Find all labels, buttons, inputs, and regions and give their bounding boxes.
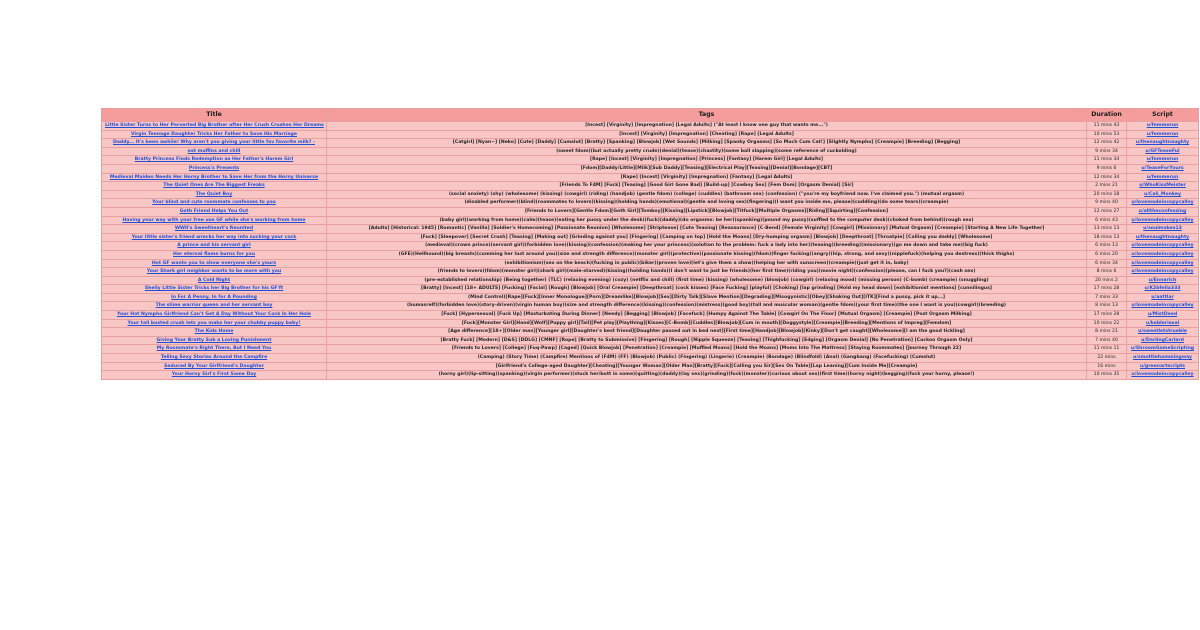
script-author-link[interactable]: u/smuttlehammingway: [1132, 355, 1193, 361]
tags-cell: (baby girl)(working from home)(calm)(tease)(eating her pussy under the desk)(fuck)(daddy)(do orgasms: be her)(spanking)(pound my pussy)(suffled to the computer desk)(choked from behind)(rough sex): [327, 216, 1087, 225]
script-author-link[interactable]: u/DarlingCarlard: [1141, 337, 1184, 343]
tags-cell: [Rape] [Incest] [Virginity] [Impregnation] [Princess] [Fantasy] [Harem Girl] [Legal Adults]: [327, 156, 1087, 165]
title-link[interactable]: Little Sister Turns to Her Perverted Big Brother after Her Crush Crushes Her Dreams: [105, 123, 324, 128]
duration-cell: 10 mins 35: [1087, 371, 1127, 380]
tags-cell: (human/elf)(forbidden love)(story-driven)(virgin human boy)(size and strength difference)(kissing)(confession)(mistress)(good boy)(tall and muscular woman)(gentle fdom)(your first time)(the one I want is you)(cowgirl)(breeding): [327, 302, 1087, 311]
table-row: [102, 285, 1199, 294]
scripts-table: [101, 108, 1199, 380]
script-author-link[interactable]: u/TeaseForYours: [1141, 165, 1184, 171]
script-cell: [1127, 319, 1199, 328]
title-cell: [102, 336, 327, 345]
tags-cell: [Girlfriend's College-aged Daughter][Cheating][Younger Woman][Older Man][Bratty][Fuck][Calling you Sir][Sex On Table][Lap Leaning][Cum Inside Me][Creampie]: [327, 362, 1087, 371]
script-author-link[interactable]: u/lovemadeincopycalley: [1131, 243, 1194, 249]
tags-cell: (Mind Control)[Rape][Fuck][Inner Monologue][Porn][Dreamlike][Blowjob][Sex][Dirty Talk][Slave Mention][Degrading][Misogynistic][Obey][Shaking Out][ITK][Find a pussy, pick it up...]: [327, 293, 1087, 302]
tags-cell: [Bratty Fuck] [Modern] [D&S] [DDLG] [CMNF] [Rope] [Bratty to Submissive] [Fingering] [Rough] [Nipple Squeeze] [Teasing] [Thighfucking] [Edging] [Orgasm Denial] [No Penetration] [Cuckoo Orgasm Only]: [327, 336, 1087, 345]
title-cell: [102, 122, 327, 131]
duration-cell: 9 mins 6: [1087, 164, 1127, 173]
script-cell: [1127, 233, 1199, 242]
tags-cell: (horny girl)(lip-sitting)(spanking)(virgin performer)(stuck her/butt in some)(quitting)(daddy)(lay sex)(grinding)(fuck)(monster)(curious about sex)(first time)(horny night)(begging)(fuck your horny, please!): [327, 371, 1087, 380]
script-cell: [1127, 285, 1199, 294]
title-cell: [102, 319, 327, 328]
table-row: [102, 276, 1199, 285]
duration-cell: 8 mins 13: [1087, 302, 1127, 311]
title-link[interactable]: WWII's Sweetheart's Reunited: [174, 226, 254, 232]
script-author-link[interactable]: u/femmerun: [1146, 174, 1179, 180]
script-author-link[interactable]: u/thenaughtnaughty: [1135, 234, 1190, 240]
title-link[interactable]: Your Horny Girl's First Same Day: [171, 372, 257, 378]
script-author-link[interactable]: u/sweetletstrueble: [1138, 329, 1187, 335]
duration-cell: 7 mins 40: [1087, 336, 1127, 345]
table-row: [102, 242, 1199, 251]
tags-cell: [Friends To F4M] [Fuck] [Teasing] [Good Girl Gone Bad] [Build-up] [Cowboy Sex] [Fem Dom] [Orgasm Denial] [Sir]: [327, 182, 1087, 191]
title-cell: [102, 371, 327, 380]
table-row: [102, 216, 1199, 225]
title-link[interactable]: Telling Sexy Stories Around the Campfire: [160, 355, 268, 361]
tags-cell: [Fuck] [Sleepover] [Secret Crush] [Teasing] [Making out] [Grinding against you] [Fingering] [Camping on top] [Hold the Moans] [Dry-humping orgasm] [Blowjob] [Deepthroat] [Throatpie] [Calling you daddy] [Wholesome]: [327, 233, 1087, 242]
table-row: [102, 293, 1199, 302]
script-cell: [1127, 328, 1199, 337]
title-cell: [102, 362, 327, 371]
duration-cell: 9 mins 34: [1087, 147, 1127, 156]
tags-cell: [Fdom][Daddy/Little][Milk][Sub Daddy][Teasing][Electrical Play][Teasing][Denial][Bondage][CBT]: [327, 164, 1087, 173]
script-author-link[interactable]: u/thenaughtnaughty: [1135, 140, 1190, 146]
table-row: [102, 311, 1199, 320]
title-link[interactable]: The slime warrior queen and her servant boy: [155, 303, 273, 309]
title-link[interactable]: The Quiet Ones Are The Biggest Freaks: [163, 183, 265, 189]
table-row: [102, 190, 1199, 199]
duration-cell: 11 mins 43: [1087, 122, 1127, 131]
title-cell: [102, 242, 327, 251]
script-author-link[interactable]: u/kebleriseal: [1145, 320, 1180, 326]
title-link[interactable]: The Kids Home: [194, 329, 234, 335]
script-cell: [1127, 199, 1199, 208]
header-row: [102, 109, 1199, 122]
duration-cell: 20 mins 2: [1087, 276, 1127, 285]
title-link[interactable]: Your little sister's friend wrecks her way into sucking your cock: [131, 234, 297, 240]
column-header-title[interactable]: Title: [102, 109, 327, 122]
duration-cell: 7 mins 33: [1087, 293, 1127, 302]
title-link[interactable]: Medieval Maiden Needs Her Horny Brother to Save Her from the Horny Universe: [109, 174, 319, 180]
script-cell: [1127, 250, 1199, 259]
title-link[interactable]: eat muffins and chill: [187, 148, 241, 154]
script-author-link[interactable]: u/MistDeed: [1147, 312, 1178, 318]
tags-cell: [Catgirl] [Nyan~] [Neko] [Cute] [Daddy] [Cumslut] [Bratty] [Spanking] [Blowjob] [Wet Sounds] [Milking] [Spanky Orgasms] [So Much Cum Cat!] [Slightly Nympho] [Creampie] [Breeding] [Begging]: [327, 139, 1087, 148]
table-row: [102, 336, 1199, 345]
table-row: [102, 164, 1199, 173]
script-author-link[interactable]: u/soulmakes13: [1143, 226, 1182, 232]
table-row: [102, 328, 1199, 337]
script-cell: [1127, 207, 1199, 216]
title-cell: [102, 207, 327, 216]
table-row: [102, 345, 1199, 354]
title-link[interactable]: Your tall busted crush lets you make her your chubby puppy baby!: [127, 320, 301, 326]
script-cell: [1127, 139, 1199, 148]
title-cell: [102, 156, 327, 165]
title-link[interactable]: Princess's Presents: [188, 165, 240, 171]
title-cell: [102, 259, 327, 268]
script-cell: [1127, 156, 1199, 165]
duration-cell: 11 mins 34: [1087, 156, 1127, 165]
script-cell: [1127, 293, 1199, 302]
title-link[interactable]: A Cold Night: [197, 277, 231, 283]
table-row: [102, 371, 1199, 380]
tags-cell: [Friends to Lovers][Gentle Fdom][Goth Girl][Tomboy][Kissing][Lipstick][Blowjob][Titfuck][Multiple Orgasms][Riding][Squirting][Confession]: [327, 207, 1087, 216]
title-link[interactable]: Shelly Little Sister Tricks her Big Brother for his GF'ft: [144, 286, 284, 292]
title-cell: [102, 345, 327, 354]
title-link[interactable]: Virgin Teenage Daughter Tricks Her Father to Save His Marriage: [130, 131, 297, 137]
table-row: [102, 233, 1199, 242]
duration-cell: 16 mins: [1087, 362, 1127, 371]
title-link[interactable]: The Quiet Boy: [195, 191, 233, 197]
title-cell: [102, 190, 327, 199]
column-header-duration[interactable]: Duration: [1087, 109, 1127, 122]
duration-cell: 8 mins 21: [1087, 328, 1127, 337]
duration-cell: 2 mins 21: [1087, 182, 1127, 191]
title-cell: [102, 199, 327, 208]
script-author-link[interactable]: u/WhoKissMeister: [1139, 183, 1186, 189]
table-row: [102, 199, 1199, 208]
script-author-link[interactable]: u/lovemadeincopycalley: [1131, 372, 1194, 378]
script-author-link[interactable]: u/femmerun: [1146, 131, 1179, 137]
table-row: [102, 207, 1199, 216]
title-cell: [102, 164, 327, 173]
table-row: [102, 147, 1199, 156]
script-cell: [1127, 276, 1199, 285]
table-row: [102, 182, 1199, 191]
title-link[interactable]: Having your way with your free use GF while she's working from home: [122, 217, 306, 223]
duration-cell: 12 mins 34: [1087, 173, 1127, 182]
script-cell: [1127, 242, 1199, 251]
script-cell: [1127, 130, 1199, 139]
script-cell: [1127, 336, 1199, 345]
script-cell: [1127, 259, 1199, 268]
script-author-link[interactable]: u/alltheconfessing: [1138, 208, 1187, 214]
table-row: [102, 319, 1199, 328]
tags-cell: [Age difference][18+][Older man][Younger girl][Daughter's best friend][Daughter passed out in bed next][First time][Handjob][Blowjob][Kinky][Don't get caught][Wholesome][I am the good tickling]: [327, 328, 1087, 337]
script-author-link[interactable]: u/ShroomGameScripting: [1130, 346, 1195, 352]
script-cell: [1127, 371, 1199, 380]
table-row: [102, 122, 1199, 131]
table-row: [102, 268, 1199, 277]
tags-cell: (Camping) (Story Time) (Campfire) Mentions of (F4M) (FF) (Blowjob) (Public) (Fingering) (Lingerie) (Creampie) (Bondage) (Blindfold) (Anal) (Gangbang) (Facefucking) (Cumslut): [327, 354, 1087, 363]
table-row: [102, 156, 1199, 165]
script-cell: [1127, 182, 1199, 191]
title-cell: [102, 147, 327, 156]
title-link[interactable]: Hot GF wants you to show everyone she's yours: [151, 260, 277, 266]
script-cell: [1127, 190, 1199, 199]
tags-cell: (medieval)(crown prince)(servant girl)(forbidden love)(kissing)(confession)(making her your princess)(solution to the problem: fuck a lady into her)(teasing)(breeding)(missionary)(go me down and take me)(big fuck): [327, 242, 1087, 251]
title-link[interactable]: Bratty Princess Finds Redemption as Her Father's Harem Girl: [134, 157, 294, 163]
tags-cell: [Fuck][Monster Girl][Hand][Wolf][Puppy girl][Tail][Pet play][Plaything][Kisses][C-Bomb][Cuddles][Blowjob][Cum in mouth][Doggystyle][Creampie][Breeding][Mentions of Impreg][Femdom]: [327, 319, 1087, 328]
title-link[interactable]: My Roommate's Right There, But I Need You: [156, 346, 272, 352]
table-row: [102, 354, 1199, 363]
tags-cell: (social anxiety) (shy) (wholesome) (kissing) (cowgirl) (riding) (handjob) (gentle fdom) (college) (cuddles) (bathroom sex) (confession) ("you're my boyfriend now. I've claimed you.") (mutual orgasm): [327, 190, 1087, 199]
table-row: [102, 362, 1199, 371]
tags-cell: [Adults] [Historical: 1945] [Romantic] [Vanilla] [Soldier's Homecoming] [Passionate Reunion] [Wholesome] [Striptease] [Cute Teasing] [Reassurance] [C-Bend] [Female Virginity] [Cowgirl] [Missionary] [Mutual Orgasm] [Creampie] [Starting A New Life Together]: [327, 225, 1087, 234]
title-cell: [102, 233, 327, 242]
duration-cell: 17 mins 28: [1087, 285, 1127, 294]
spreadsheet: [101, 108, 1195, 380]
duration-cell: 9 mins 40: [1087, 199, 1127, 208]
duration-cell: 11 mins 11: [1087, 345, 1127, 354]
table-row: [102, 139, 1199, 148]
title-cell: [102, 302, 327, 311]
script-cell: [1127, 354, 1199, 363]
duration-cell: 6 mins 34: [1087, 259, 1127, 268]
duration-cell: 12 mins 42: [1087, 139, 1127, 148]
script-author-link[interactable]: u/lovemadeincopycalley: [1131, 260, 1194, 266]
duration-cell: 13 mins 13: [1087, 225, 1127, 234]
title-link[interactable]: In For A Penny, In for A Pounding: [171, 294, 257, 300]
duration-cell: 22 mins: [1087, 354, 1127, 363]
duration-cell: 6 mins 13: [1087, 242, 1127, 251]
tags-cell: (friends to lovers)(fdom)(monster girl)(shark girl)(male-starved)(kissing)(holding hands)(I don't want to just be friends)(her first time)(riding you)(movie night)(confession)(please, can I fuck you?)(cash sex): [327, 268, 1087, 277]
table-row: [102, 173, 1199, 182]
title-link[interactable]: Daddy... It's been awhile! Why aren't you giving your little fav favorite milk? -: [113, 140, 315, 146]
table-row: [102, 225, 1199, 234]
title-cell: [102, 182, 327, 191]
duration-cell: 18 mins 13: [1087, 233, 1127, 242]
table-row: [102, 250, 1199, 259]
title-cell: [102, 130, 327, 139]
title-link[interactable]: A prince and his servant girl: [177, 243, 251, 249]
script-author-link[interactable]: u/lovemadeincopycalley: [1131, 251, 1194, 257]
script-author-link[interactable]: u/femmerun: [1146, 123, 1179, 128]
title-link[interactable]: Your blind and cute roommate confesses to you: [152, 200, 276, 206]
duration-cell: 10 mins 22: [1087, 319, 1127, 328]
tags-cell: [Rape] [Incest] [Virginity] [Impregnation] [Fantasy] [Legal Adults]: [327, 173, 1087, 182]
script-cell: [1127, 302, 1199, 311]
tags-cell: (exhibitionism)(sex on the beach)(fucking in public)(biker)(proven love)(let's give them a show)(helping her with sunscreen)(creampie)(just get it in, baby): [327, 259, 1087, 268]
tags-cell: (pre-established relationship) (Being together) (TLC) (relaxing evening) (cozy) (netflix and chill) (first time) (kissing) (wholesome) (blowjob) (cowgirl) (relaxing mood) (missing person) (C-bomb) (creampie) (snuggling): [327, 276, 1087, 285]
duration-cell: 6 mins 20: [1087, 250, 1127, 259]
script-cell: [1127, 268, 1199, 277]
script-cell: [1127, 122, 1199, 131]
tags-cell: (GFE)(Hellhound)(big breasts)(cumming her lust around you)(size and strength difference)(monster girl)(protective)(passionate kissing)(fdom)(finger fucking)(angry)(hip, strong, and sexy)(nipplefuck)(helping you destress)(thick thighs): [327, 250, 1087, 259]
duration-cell: 12 mins 27: [1087, 207, 1127, 216]
script-author-link[interactable]: u/lovemadeincopycalley: [1131, 303, 1194, 309]
title-link[interactable]: Goth Friend Helps You Out: [179, 208, 249, 214]
script-author-link[interactable]: u/aattlar: [1151, 294, 1174, 300]
duration-cell: 6 mins 43: [1087, 216, 1127, 225]
table-row: [102, 130, 1199, 139]
title-cell: [102, 216, 327, 225]
script-author-link[interactable]: u/Ennarich: [1148, 277, 1177, 283]
duration-cell: 17 mins 28: [1087, 311, 1127, 320]
script-cell: [1127, 173, 1199, 182]
script-cell: [1127, 216, 1199, 225]
title-cell: [102, 139, 327, 148]
table-row: [102, 302, 1199, 311]
script-cell: [1127, 311, 1199, 320]
script-cell: [1127, 164, 1199, 173]
duration-cell: 20 mins 18: [1087, 190, 1127, 199]
script-author-link[interactable]: u/Cali_Monkey: [1144, 191, 1181, 197]
script-author-link[interactable]: u/greenartscripts: [1139, 363, 1186, 369]
duration-cell: 8 mins 6: [1087, 268, 1127, 277]
duration-cell: 10 mins 53: [1087, 130, 1127, 139]
title-cell: [102, 225, 327, 234]
title-cell: [102, 285, 327, 294]
tags-cell: [Bratty] [Incest] [18+ ADULTS] [Fucking] [Facial] [Rough] [Blowjob] [Oral Creampie] [Deepthroat] (cock kisses) [Face Fucking] [playful] [Choking] [lap grinding] [Hold my head down] [exhibitionist mentions] [cunnilingus]: [327, 285, 1087, 294]
script-author-link[interactable]: u/GFTeaseFul: [1145, 148, 1180, 154]
tags-cell: (disabled performer)(blind)(roommates to lovers)(kissing)(holding hands)(emotional)(gentle and loving sex)(fingering)(I want you inside me, please)(cuddling)(do some tears)(creampie): [327, 199, 1087, 208]
table-row: [102, 259, 1199, 268]
title-cell: [102, 328, 327, 337]
script-author-link[interactable]: u/lovemadeincopycalley: [1131, 217, 1194, 223]
title-cell: [102, 250, 327, 259]
title-cell: [102, 354, 327, 363]
title-link[interactable]: Giving Your Bratty Sub a Loving Punishment: [156, 337, 272, 343]
title-cell: [102, 173, 327, 182]
title-cell: [102, 293, 327, 302]
title-cell: [102, 268, 327, 277]
script-author-link[interactable]: u/lovemadeincopycalley: [1131, 269, 1194, 275]
column-header-tags[interactable]: Tags: [327, 109, 1087, 122]
script-cell: [1127, 345, 1199, 354]
title-link[interactable]: Her eternal flame burns for you: [173, 251, 255, 257]
column-header-script[interactable]: Script: [1127, 109, 1199, 122]
title-link[interactable]: Your Shark girl neighbor wants to be more with you: [146, 269, 282, 275]
title-link[interactable]: Your Hot Nympho Girlfriend Can't Get A Day Without Your Cock In Her Hole: [117, 312, 311, 318]
script-cell: [1127, 147, 1199, 156]
tags-cell: [Incest] [Virginity] [Impregnation] [Cheating] [Rape] [Legal Adults]: [327, 130, 1087, 139]
script-author-link[interactable]: u/femmerun: [1146, 157, 1179, 163]
title-link[interactable]: Seduced By Your Girlfriend's Daughter: [164, 363, 264, 369]
script-cell: [1127, 225, 1199, 234]
script-author-link[interactable]: u/lovemadeincopycalley: [1131, 200, 1194, 206]
title-cell: [102, 311, 327, 320]
tags-cell: [Incest] [Virginity] [Impregnation] [Legal Adults] ("At least I know one guy that wants me..."): [327, 122, 1087, 131]
tags-cell: [Friends to Lovers] [College] [Fuq-Pawp] [Caged] [Quick Blowjob] [Penetration] [Creampie] [Muffled Moans] [Hold the Moans] [Moms Into The Mattress] [Staying Roommates] [Journey Through 22]: [327, 345, 1087, 354]
tags-cell: (sweet fdom)(but actually pretty crude)(denial)(tease)(chastity)(some ball slapping)(some reference of cuckolding): [327, 147, 1087, 156]
script-author-link[interactable]: u/K2bfella333: [1144, 286, 1181, 292]
title-cell: [102, 276, 327, 285]
tags-cell: [Fuck] [Hypersexual] [Fuck Up] [Masturbating During Dinner] [Needy] [Begging] [Blowjob] [Facefuck] [Humpy Against The Table] [Cowgirl On The Floor] [Mutual Orgasm] [Creampie] [Post Orgasm Milking]: [327, 311, 1087, 320]
script-cell: [1127, 362, 1199, 371]
